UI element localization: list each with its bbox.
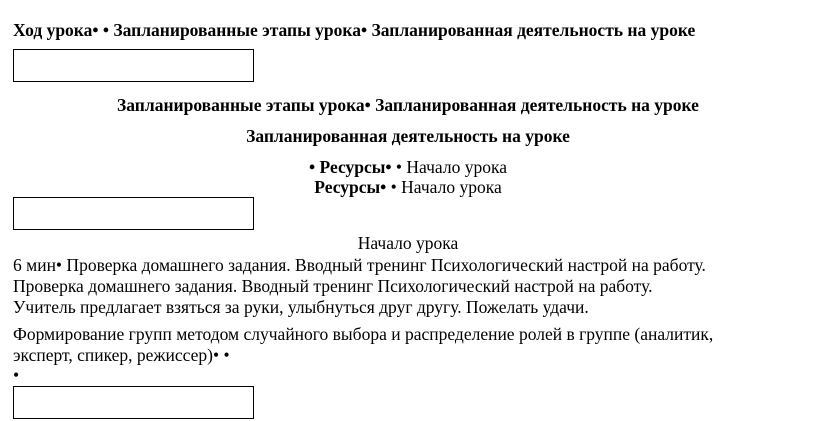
body-line: эксперт, спикер, режиссер)• • [13,345,230,365]
lesson-start-label-2: • Начало урока [390,177,502,197]
lesson-start-heading: Начало урока [357,233,459,253]
activity-heading: Запланированная деятельность на уроке [246,126,570,146]
lesson-heading: Ход урока• • Запланированные этапы урока• Запланированная деятельность на уроке [13,20,696,40]
lesson-start-label-1: • Начало урока [395,157,507,177]
body-line: Формирование групп методом случайного выбора и распределение ролей в группе (аналитик, [13,324,714,344]
empty-frame-1 [13,49,254,82]
resources-label-2: Ресурсы• [314,177,391,197]
empty-frame-3 [13,386,254,419]
body-line: Проверка домашнего задания. Вводный тренинг Психологический настрой на работу. [13,276,653,296]
body-line: Учитель предлагает взяться за руки, улыбнуться друг другу. Пожелать удачи. [13,297,589,317]
resources-line-2 [0,177,816,197]
body-line: • [13,365,20,385]
resources-label-1: • Ресурсы• [309,157,396,177]
body-line: 6 мин• Проверка домашнего задания. Вводный тренинг Психологический настрой на работу. [13,255,706,275]
resources-line-1 [0,157,816,177]
empty-frame-2 [13,197,254,230]
stages-heading: Запланированные этапы урока• Запланированная деятельность на уроке [117,95,699,115]
